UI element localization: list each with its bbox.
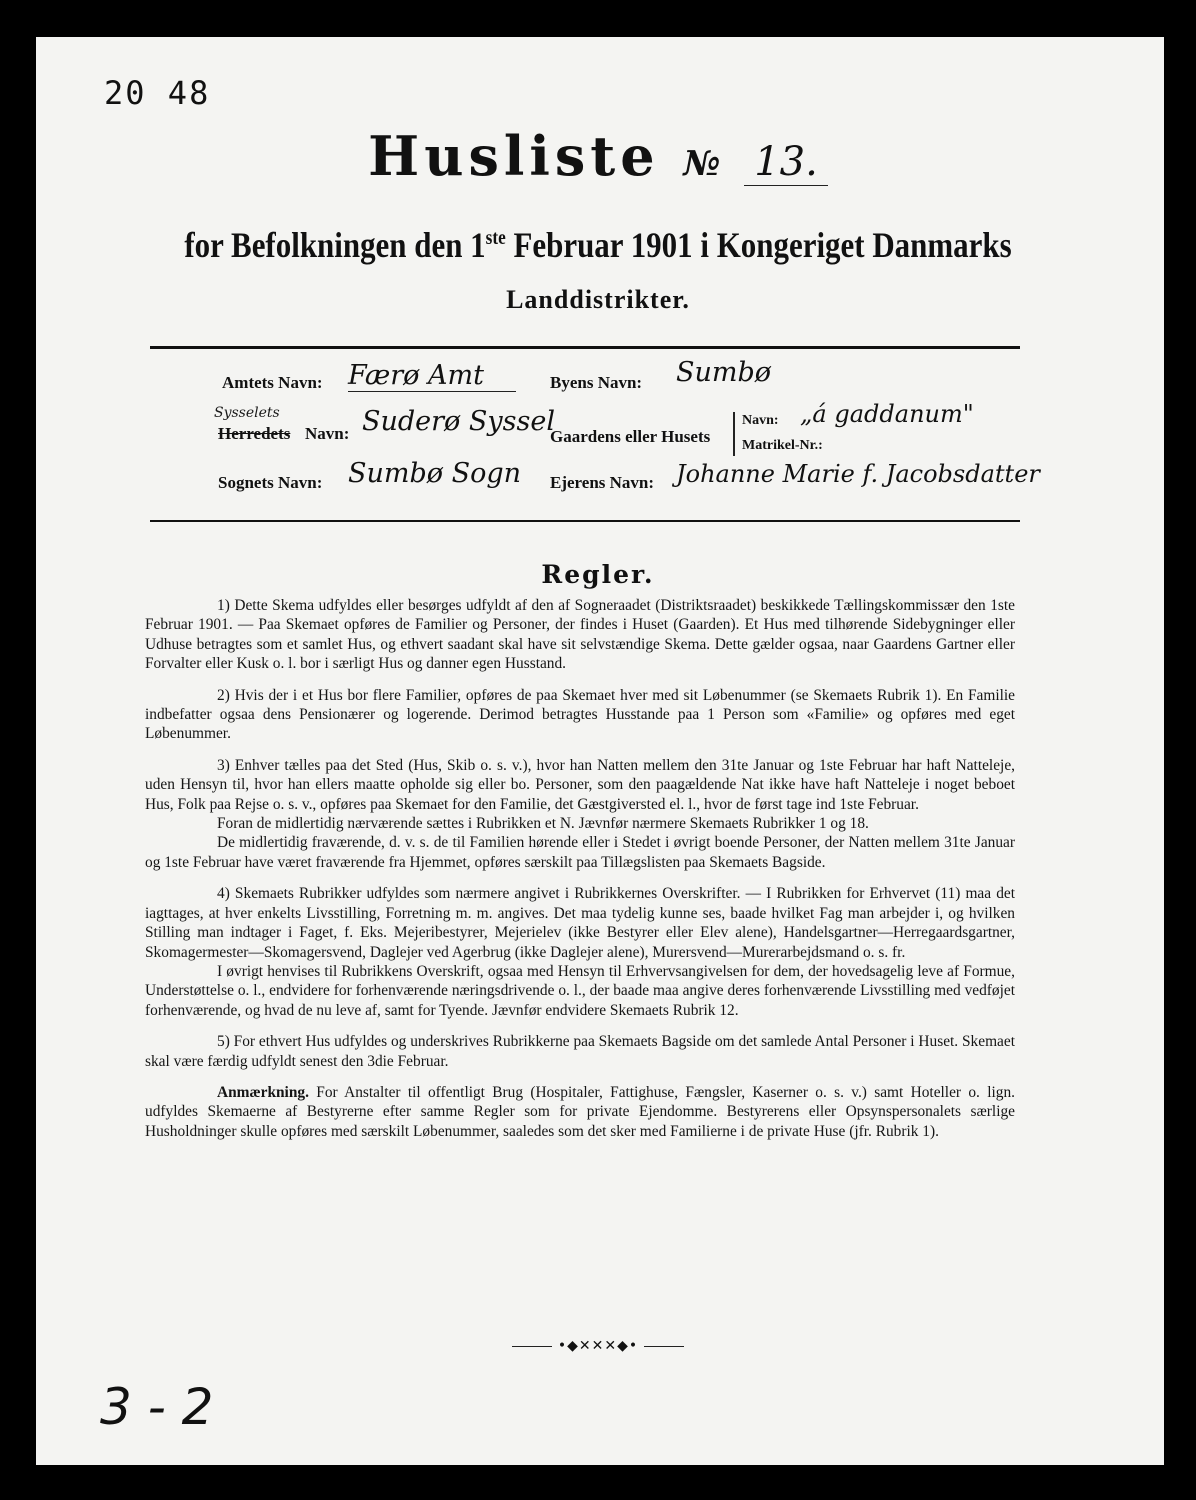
gaard-label: Gaardens eller Husets (550, 427, 711, 446)
title-text: Husliste (368, 124, 660, 188)
herred-handwritten: Sysselets (214, 405, 280, 421)
bottom-divider (150, 520, 1020, 522)
by-label: Byens Navn: (550, 373, 643, 392)
navn-value: „á gaddanum" (800, 400, 974, 428)
rules-section (145, 596, 1015, 1153)
by-value: Sumbø (676, 357, 772, 388)
subtitle-sup: ste (485, 227, 506, 249)
ejer-label: Ejerens Navn: (550, 473, 655, 492)
bottom-handwritten-number: 3 - 2 (100, 1378, 214, 1436)
herred-label: Navn: (305, 424, 350, 443)
regler-heading: Regler. (541, 560, 655, 589)
gaard-brace (733, 412, 735, 456)
corner-stamp-number: 20 48 (104, 74, 211, 112)
rule-2: 2) Hvis der i et Hus bor flere Familier, opføres de paa Skemaet hver med sit Løbenummer (se Skemaets Rubrik 1). En Familie indbefatter ogsaa dens Pensionærer og logerende. Derimod betragtes Husstande paa 1 Person som «Familie» og opføres med eget Løbenummer. (145, 686, 1015, 743)
list-number-handwritten: 13. (744, 139, 828, 186)
rule-1: 1) Dette Skema udfyldes eller besørges udfyldt af den af Sogneraadet (Distriktsraadet) beskikkede Tællingskommissær den 1ste Februar 1901. — Paa Skemaet opføres de Familier og Personer, der findes i Huset (Gaarden). Et Hus med tilhørende Sidebygninger eller Udhuse betragtes som et samlet Hus, og ethvert saadant skal have sit selvstændige Skema. Dette gælder ogsaa, naar Gaardens Gartner eller Forvalter eller Kusk o. l. bor i særligt Hus og danner egen Husstand. (145, 597, 1015, 673)
herred-value: Suderø Syssel (362, 406, 555, 437)
sogn-value: Sumbø Sogn (348, 458, 522, 489)
form-subtitle-district: Landdistrikter. (506, 285, 690, 314)
navn-label: Navn: (742, 413, 779, 428)
top-divider (150, 346, 1020, 349)
form-title (0, 124, 1196, 188)
rule-3-fravaerende: De midlertidig fraværende, d. v. s. de til Familien hørende eller i Stedet i øvrigt boende Personer, der Natten mellem 31te Januar og 1ste Februar have været fraværende fra Hjemmet, opføres særskilt paa Tillægslisten paa Skemaets Bagside. (145, 834, 1015, 871)
ornament-divider (0, 1338, 1196, 1354)
rule-3-foran: Foran de midlertidig nærværende sættes i Rubrikken et N. Jævnfør nærmere Skemaets Rubrikker 1 og 18. (217, 815, 869, 833)
form-subtitle (84, 224, 1113, 266)
subtitle-pre: for Befolkningen den 1 (184, 225, 486, 265)
rule-4-overskrift: I øvrigt henvises til Rubrikkens Overskrift, ogsaa med Hensyn til Erhvervsangivelsen for dem, der hovedsagelig leve af Formue, Understøttelse o. l., endvidere for forhenværende næringsdrivende o. l., der baade maa angive deres forhenværende Livsstilling med vedføjet forhenværende, og hvad de nu leve af, samt for Tyende. Jævnfør endvidere Skemaets Rubrik 12. (145, 962, 1015, 1019)
ejer-value: Johanne Marie f. Jacobsdatter (676, 460, 1040, 488)
subtitle-post: Februar 1901 i Kongeriget Danmarks (505, 225, 1012, 265)
matrikel-label: Matrikel-Nr.: (742, 438, 823, 453)
rule-4: 4) Skemaets Rubrikker udfyldes som nærmere angivet i Rubrikkernes Overskrifter. — I Rubrikken for Erhvervet (11) maa det iagttages, at hver enkelts Livsstilling, Forretning m. m. angives. Det maa tydelig kunne ses, baade hvilket Fag man arbejder i, og hvilken Stilling man indtager i Faget, f. Eks. Mejeribestyrer, Mejerielev (ikke Bestyrer eller Elev alene), Handelsgartner—Herregaardsgartner, Skomagermester—Skomagersvend, Daglejer ved Agerbrug (ikke Daglejer alene), Murersvend—Murerarbejdsmand o. s. fr. (145, 885, 1015, 961)
number-sign: № (683, 144, 721, 184)
ornament-line-left (512, 1346, 552, 1347)
anmaerkning (145, 1083, 1015, 1141)
amt-value: Færø Amt (348, 360, 516, 392)
sogn-label: Sognets Navn: (218, 473, 323, 492)
ornament-line-right (644, 1346, 684, 1347)
amt-label: Amtets Navn: (222, 373, 323, 392)
herred-struck-label: Herredets (218, 424, 291, 443)
anmaerkning-text: For Anstalter til offentligt Brug (Hospitaler, Fattighuse, Fængsler, Kaserner o. s. v.) samt Hoteller o. lign. udfyldes Skemaerne af Bestyrerne efter samme Regler som for private Ejendomme. Bestyrerens eller Opsynspersonalets særlige Husholdninger skulle opføres med særskilt Løbenummer, saaledes som det sker med Familierne i de private Huse (jfr. Rubrik 1). (145, 1083, 1015, 1140)
ornament-glyph: •◆✕✕✕◆• (557, 1338, 639, 1354)
anmaerkning-label: Anmærkning. (217, 1083, 309, 1101)
rule-5: 5) For ethvert Hus udfyldes og underskrives Rubrikkerne paa Skemaets Bagside om det samlede Antal Personer i Huset. Skemaet skal være færdig udfyldt senest den 3die Februar. (145, 1033, 1015, 1070)
rule-3: 3) Enhver tælles paa det Sted (Hus, Skib o. s. v.), hvor han Natten mellem den 31te Januar og 1ste Februar har haft Natteleje, uden Hensyn til, hvor han ellers maatte opholde sig eller bo. Personer, som den paagældende Nat ikke have haft Natteleje i noget beboet Hus, Folk paa Rejse o. s. v., opføres paa Skemaet for den Familie, det Gæstgiversted el. l., hvor de først tage ind 1ste Februar. (145, 756, 1015, 813)
